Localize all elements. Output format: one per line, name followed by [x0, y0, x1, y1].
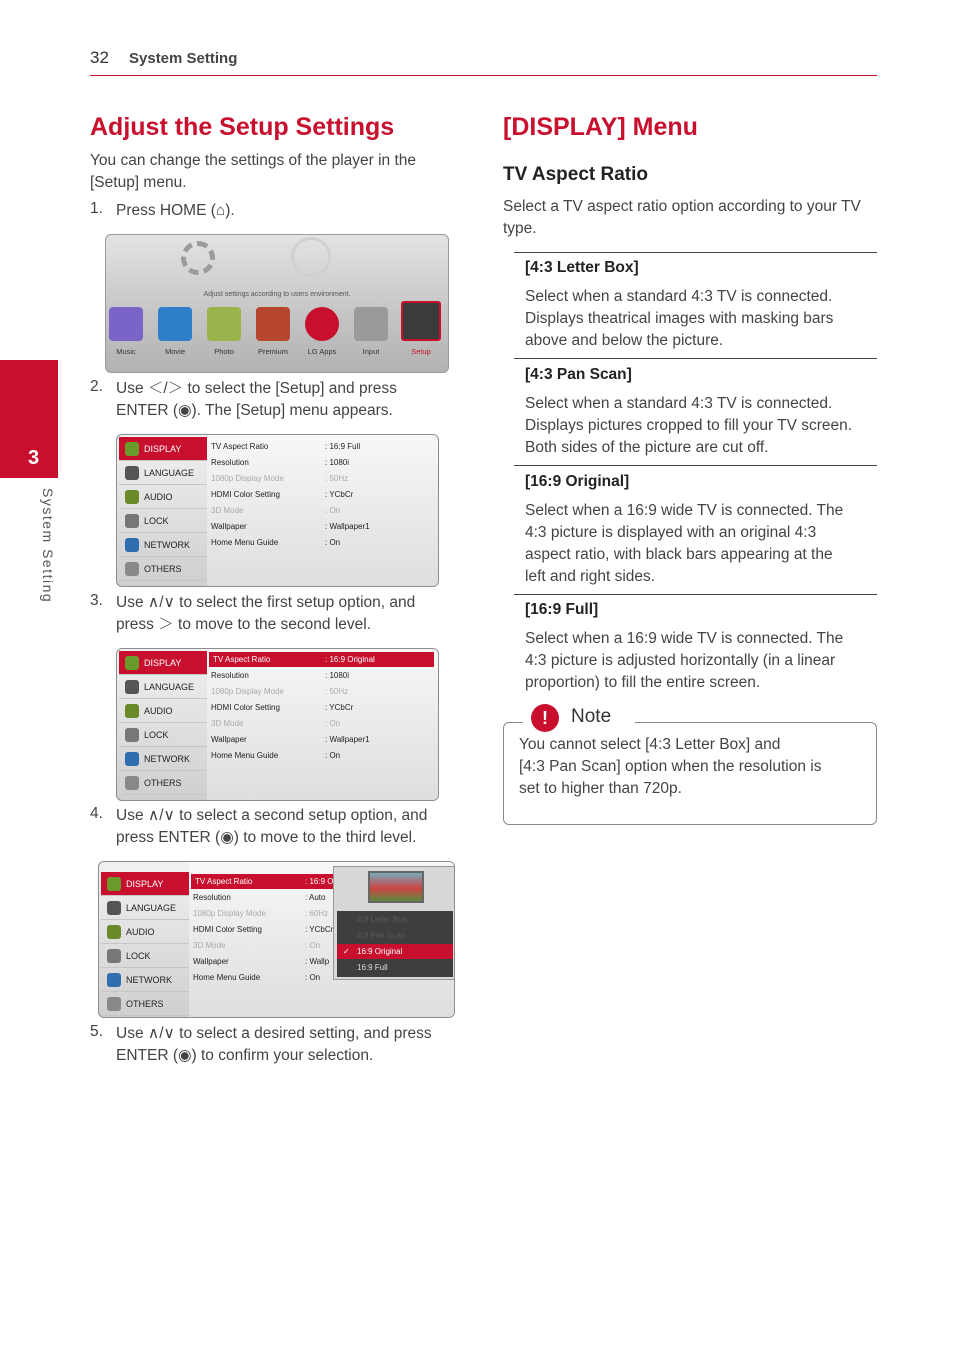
option-desc-line: Both sides of the picture are cut off. — [525, 439, 769, 456]
menu-category: LANGUAGE — [119, 461, 207, 485]
lg-apps-icon — [305, 307, 339, 341]
menu-category: AUDIO — [119, 485, 207, 509]
option-value: : On — [325, 751, 341, 760]
option-value: : On — [325, 719, 341, 728]
option-label: 1080p Display Mode — [211, 687, 284, 696]
option-label: 3D Mode — [211, 506, 244, 515]
menu-options-panel — [207, 649, 438, 800]
movie-icon — [158, 307, 192, 341]
option-desc-line: Select when a 16:9 wide TV is connected. The — [525, 630, 844, 647]
table-divider — [514, 465, 877, 466]
option-label: 1080p Display Mode — [193, 909, 266, 918]
menu-category: LOCK — [101, 944, 189, 968]
menu-category: NETWORK — [101, 968, 189, 992]
step-4-number: 4. — [90, 805, 103, 822]
premium-icon — [256, 307, 290, 341]
lock-icon — [125, 728, 139, 742]
chapter-number: 3 — [28, 447, 40, 469]
option-value: : 16:9 Full — [325, 442, 361, 451]
step-1-number: 1. — [90, 200, 103, 217]
right-intro-line2: type. — [503, 220, 537, 237]
lock-icon — [125, 514, 139, 528]
option-value: : On — [325, 506, 341, 515]
option-term: [4:3 Pan Scan] — [525, 366, 632, 383]
lock-icon — [107, 949, 121, 963]
preview-thumbnail — [368, 871, 424, 903]
popup-option: 4:3 Pan Scan — [357, 931, 406, 940]
option-value: : 1080i — [325, 458, 350, 467]
input-icon — [354, 307, 388, 341]
step-5-line2: ENTER (◉) to confirm your selection. — [116, 1047, 374, 1064]
others-icon — [125, 776, 139, 790]
option-desc-line: above and below the picture. — [525, 332, 724, 349]
language-icon — [125, 680, 139, 694]
menu-category: DISPLAY — [119, 437, 207, 461]
option-term: [16:9 Original] — [525, 473, 630, 490]
right-intro-line1: Select a TV aspect ratio option according to your TV — [503, 198, 861, 215]
option-value: : Auto — [305, 893, 326, 902]
audio-icon — [107, 925, 121, 939]
menu-category: AUDIO — [119, 699, 207, 723]
option-desc-line: Select when a standard 4:3 TV is connected. — [525, 288, 833, 305]
setup-menu-screen-1 — [116, 434, 439, 587]
option-label: Wallpaper — [211, 735, 247, 744]
option-label: TV Aspect Ratio — [211, 442, 269, 451]
option-desc-line: proportion) to fill the entire screen. — [525, 674, 761, 691]
note-title: Note — [571, 706, 612, 727]
option-value: : Wallp — [305, 957, 330, 966]
option-term: [4:3 Letter Box] — [525, 259, 639, 276]
step-3-line2: press ＞ to move to the second level. — [116, 616, 372, 633]
option-label: Home Menu Guide — [211, 751, 279, 760]
home-label-premium: Premium — [257, 347, 288, 356]
menu-options-panel — [207, 435, 438, 586]
gear-icon — [291, 237, 331, 277]
home-label-photo: Photo — [214, 347, 234, 356]
network-icon — [125, 538, 139, 552]
option-value: : On — [325, 538, 341, 547]
option-value: : Wallpaper1 — [325, 522, 370, 531]
value-popup — [333, 866, 455, 980]
language-icon — [107, 901, 121, 915]
menu-category: OTHERS — [119, 771, 207, 795]
display-icon — [125, 656, 139, 670]
home-label-input: Input — [362, 347, 380, 356]
option-label: HDMI Color Setting — [193, 925, 262, 934]
display-icon — [107, 877, 121, 891]
option-label: 3D Mode — [193, 941, 226, 950]
chapter-label: System Setting — [40, 488, 56, 604]
menu-category: LANGUAGE — [101, 896, 189, 920]
option-value: : YCbCr — [325, 490, 354, 499]
menu-category: OTHERS — [101, 992, 189, 1016]
option-label: Wallpaper — [193, 957, 229, 966]
option-desc-line: Select when a standard 4:3 TV is connected. — [525, 395, 833, 412]
home-label-lg-apps: LG Apps — [307, 347, 337, 356]
option-desc-line: Select when a 16:9 wide TV is connected. The — [525, 502, 844, 519]
menu-category: DISPLAY — [101, 872, 189, 896]
network-icon — [107, 973, 121, 987]
section-name: System Setting — [129, 50, 238, 67]
left-intro: You can change the settings of the player in the [Setup] menu. — [90, 152, 417, 191]
step-3-line1: Use ∧/∨ to select the first setup option, and — [116, 594, 416, 611]
note-line: [4:3 Pan Scan] option when the resolution is — [519, 758, 822, 775]
home-label-music: Music — [116, 347, 136, 356]
menu-category: NETWORK — [119, 747, 207, 771]
left-heading: Adjust the Setup Settings — [90, 113, 395, 141]
network-icon — [125, 752, 139, 766]
others-icon — [107, 997, 121, 1011]
option-label: 3D Mode — [211, 719, 244, 728]
option-label: 1080p Display Mode — [211, 474, 284, 483]
step-2-number: 2. — [90, 378, 103, 395]
option-desc-line: aspect ratio, with black bars appearing at the — [525, 546, 833, 563]
table-divider — [514, 358, 877, 359]
step-2-line1: Use ＜/＞ to select the [Setup] and press — [116, 380, 397, 397]
option-desc-line: Displays theatrical images with masking bars — [525, 310, 834, 327]
option-desc-line: 4:3 picture is displayed with an original 4:3 — [525, 524, 817, 541]
option-label: TV Aspect Ratio — [195, 877, 253, 886]
menu-category: NETWORK — [119, 533, 207, 557]
music-icon — [109, 307, 143, 341]
option-value: : 1080i — [325, 671, 350, 680]
display-icon — [125, 442, 139, 456]
option-label: Home Menu Guide — [193, 973, 261, 982]
table-divider — [514, 594, 877, 595]
audio-icon — [125, 704, 139, 718]
step-5-number: 5. — [90, 1023, 103, 1040]
option-value: : YCbCr — [305, 925, 334, 934]
option-value: : On — [305, 941, 321, 950]
menu-category: OTHERS — [119, 557, 207, 581]
exclamation-icon: ! — [531, 704, 559, 732]
step-4-line1: Use ∧/∨ to select a second setup option, and — [116, 807, 428, 824]
popup-list — [337, 911, 453, 977]
option-label: Home Menu Guide — [211, 538, 279, 547]
others-icon — [125, 562, 139, 576]
step-5-line1: Use ∧/∨ to select a desired setting, and press — [116, 1025, 432, 1042]
option-term: [16:9 Full] — [525, 601, 599, 618]
option-value: : On — [305, 973, 321, 982]
step-1-text: Press HOME (⌂). — [116, 202, 235, 219]
photo-icon — [207, 307, 241, 341]
option-value: : 16:9 O — [305, 877, 334, 886]
setup-menu-screen-2 — [116, 648, 439, 801]
option-label: Wallpaper — [211, 522, 247, 531]
popup-option: 16:9 Original — [357, 947, 403, 956]
option-label: TV Aspect Ratio — [213, 655, 271, 664]
right-heading: [DISPLAY] Menu — [503, 113, 698, 141]
home-label-setup: Setup — [411, 347, 431, 356]
gear-icon — [181, 241, 215, 275]
setup-icon — [401, 301, 441, 341]
option-label: Resolution — [193, 893, 231, 902]
page-header — [90, 48, 877, 76]
menu-category: AUDIO — [101, 920, 189, 944]
page-number: 32 — [90, 48, 109, 67]
menu-category: DISPLAY — [119, 651, 207, 675]
option-value: : 50Hz — [325, 687, 349, 696]
audio-icon — [125, 490, 139, 504]
note-line: set to higher than 720p. — [519, 780, 682, 797]
popup-option: 16:9 Full — [357, 963, 388, 972]
option-label: Resolution — [211, 458, 249, 467]
home-screen-image — [105, 234, 449, 373]
option-label: HDMI Color Setting — [211, 703, 280, 712]
language-icon — [125, 466, 139, 480]
popup-option: 4:3 Letter Box — [357, 915, 407, 924]
option-desc-line: 4:3 picture is adjusted horizontally (in a linear — [525, 652, 836, 669]
menu-category: LOCK — [119, 509, 207, 533]
check-icon: ✓ — [343, 947, 350, 956]
option-label: HDMI Color Setting — [211, 490, 280, 499]
step-4-line2: press ENTER (◉) to move to the third level. — [116, 829, 417, 846]
setup-menu-screen-3 — [98, 861, 455, 1018]
option-value: : 50Hz — [325, 474, 349, 483]
menu-category: LOCK — [119, 723, 207, 747]
option-value: : 60Hz — [305, 909, 329, 918]
option-desc-line: Displays pictures cropped to fill your TV screen. — [525, 417, 853, 434]
home-caption: Adjust settings according to users environment. — [203, 291, 351, 298]
subheading: TV Aspect Ratio — [503, 164, 648, 185]
option-value: : Wallpaper1 — [325, 735, 370, 744]
step-3-number: 3. — [90, 592, 103, 609]
note-line: You cannot select [4:3 Letter Box] and — [519, 736, 781, 753]
option-value: : YCbCr — [325, 703, 354, 712]
option-value: : 16:9 Original — [325, 655, 375, 664]
option-desc-line: left and right sides. — [525, 568, 656, 585]
table-divider — [514, 252, 877, 253]
option-label: Resolution — [211, 671, 249, 680]
home-label-movie: Movie — [164, 347, 185, 356]
step-2-line2: ENTER (◉). The [Setup] menu appears. — [116, 402, 393, 419]
menu-category: LANGUAGE — [119, 675, 207, 699]
